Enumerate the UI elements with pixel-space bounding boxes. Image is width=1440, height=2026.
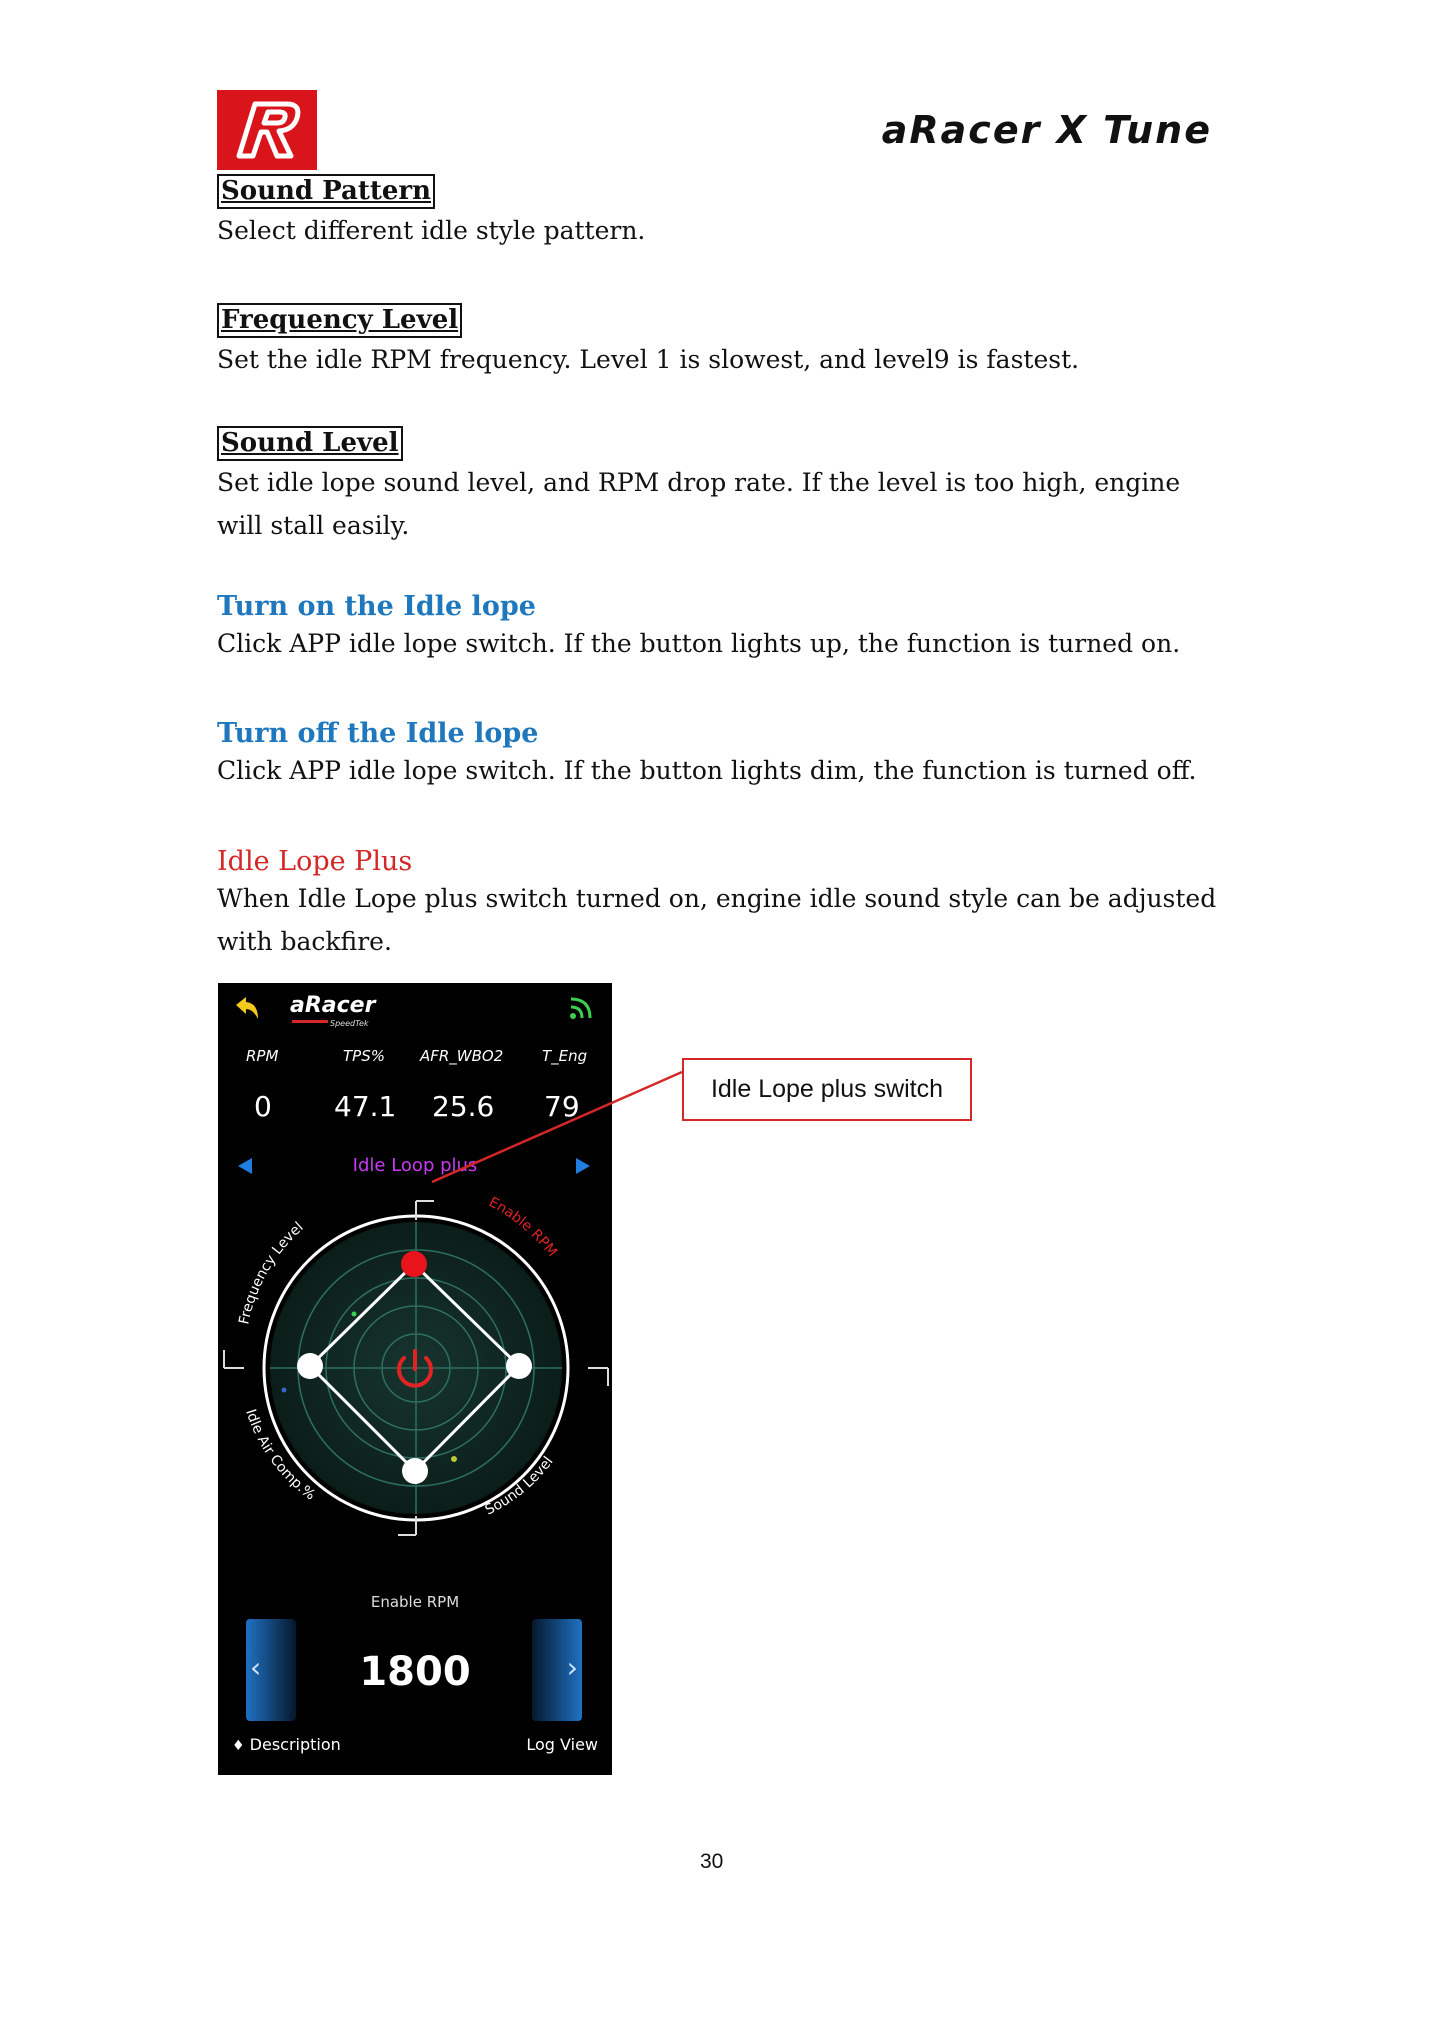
metric-label-afr: AFR_WBO2 [420,1047,504,1065]
metric-value-rpm: 0 [254,1090,272,1123]
page-number: 30 [700,1850,724,1873]
tag-icon: ♦ [232,1738,245,1754]
radar-label-idle-air: Idle Air Comp.% [242,1407,319,1504]
callout-box: Idle Lope plus switch [682,1058,972,1121]
metric-value-afr: 25.6 [432,1090,495,1123]
brand-logo [217,90,317,170]
paragraph: Select different idle style pattern. [217,216,646,245]
radar-label-enable-rpm: Enable RPM [486,1194,561,1261]
section-idle-lope-plus [217,846,1217,963]
heading: Sound Pattern [217,174,435,209]
metric-label-rpm: RPM [246,1047,279,1065]
paragraph: Click APP idle lope switch. If the button lights dim, the function is turned off. [217,756,1197,785]
sound-level-handle [506,1353,532,1379]
app-brand-sub: SpeedTek [330,1019,369,1028]
callout-leader-line [430,1060,690,1190]
chevron-right-icon: › [566,1651,578,1684]
section-frequency-level [217,303,1217,381]
heading: Turn on the Idle lope [217,591,536,622]
paragraph: Set idle lope sound level, and RPM drop rate. If the level is too high, engine will stall easily. [217,468,1181,540]
increment-button[interactable] [532,1619,582,1721]
section-sound-pattern [217,174,1217,252]
section-sound-level [217,426,1217,547]
heading: Idle Lope Plus [217,846,413,877]
wifi-signal-icon [568,995,594,1021]
brand-underline [292,1020,328,1023]
mode-title: Idle Loop plus [352,1155,478,1176]
idle-lope-radar[interactable] [218,1183,612,1573]
log-view-link[interactable]: Log View [526,1735,598,1754]
value-display: 1800 [359,1649,471,1695]
value-label: Enable RPM [370,1593,460,1611]
section-turn-on [217,591,1217,665]
metric-label-tps: TPS% [343,1047,385,1065]
metric-value-teng: 79 [544,1090,580,1123]
heading: Sound Level [217,426,403,461]
paragraph: Click APP idle lope switch. If the button lights up, the function is turned on. [217,629,1181,658]
app-brand: aRacer [290,993,376,1018]
metric-label-teng: T_Eng [542,1047,588,1065]
radar-label-frequency: Frequency Level [236,1219,307,1326]
idle-air-comp-handle [402,1458,428,1484]
paragraph: Set the idle RPM frequency. Level 1 is slowest, and level9 is fastest. [217,345,1080,374]
back-icon[interactable] [232,995,262,1023]
section-turn-off [217,718,1217,792]
radar-label-sound-level: Sound Level [482,1453,557,1519]
brand-title: aRacer X Tune [881,108,1212,152]
heading: Frequency Level [217,303,462,338]
description-link[interactable]: ♦ Description [232,1735,341,1754]
enable-rpm-handle [401,1251,427,1277]
metric-value-tps: 47.1 [334,1090,397,1123]
paragraph: When Idle Lope plus switch turned on, engine idle sound style can be adjusted with backfire. [217,884,1217,956]
frequency-level-handle [297,1353,323,1379]
heading: Turn off the Idle lope [217,718,539,749]
chevron-left-icon: ‹ [250,1651,262,1684]
